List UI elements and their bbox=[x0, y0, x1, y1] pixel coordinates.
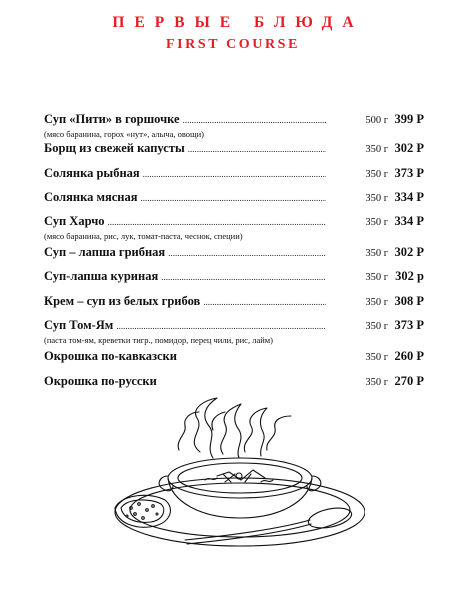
dish-name: Окрошка по-русски bbox=[44, 374, 157, 388]
leader-dots bbox=[161, 272, 326, 282]
dish-weight: 350 г bbox=[365, 169, 388, 180]
dish-price: 302 р bbox=[395, 269, 424, 283]
dish-name: Суп Том-Ям bbox=[44, 318, 114, 332]
dish-name: Солянка рыбная bbox=[44, 166, 140, 180]
dish-weight: 350 г bbox=[365, 297, 388, 308]
page-title-en: FIRST COURSE bbox=[165, 37, 301, 52]
dish-price: 270 Р bbox=[394, 374, 424, 388]
dish-name: Окрошка по-кавказски bbox=[44, 349, 177, 363]
dish-name: Суп «Пити» в горшочке bbox=[44, 112, 180, 126]
menu-item-kharcho bbox=[44, 214, 424, 241]
dish-weight: 500 г bbox=[365, 115, 388, 126]
dish-weight: 350 г bbox=[365, 272, 388, 283]
dish-name: Солянка мясная bbox=[44, 190, 138, 204]
dish-price: 334 Р bbox=[394, 214, 424, 228]
dish-name: Суп-лапша куриная bbox=[44, 269, 159, 283]
menu-item-noodle-mushroom bbox=[44, 245, 424, 261]
dish-price: 302 Р bbox=[394, 141, 424, 155]
leader-dots bbox=[143, 169, 326, 179]
leader-dots bbox=[188, 144, 326, 154]
menu-item-okroshka-russian bbox=[44, 374, 424, 390]
page-title-ru: ПЕРВЫЕ БЛЮДА bbox=[112, 14, 364, 31]
menu-item-okroshka-caucasian bbox=[44, 349, 424, 365]
menu-item-piti bbox=[44, 112, 424, 139]
menu-item-solyanka-meat bbox=[44, 190, 424, 206]
leader-dots bbox=[108, 217, 326, 227]
dish-name: Борщ из свежей капусты bbox=[44, 141, 185, 155]
dish-price: 302 Р bbox=[394, 245, 424, 259]
dish-weight: 350 г bbox=[365, 321, 388, 332]
dish-price: 399 Р bbox=[394, 112, 424, 126]
leader-dots bbox=[203, 297, 326, 307]
dish-name: Суп Харчо bbox=[44, 214, 105, 228]
dish-price: 308 Р bbox=[394, 294, 424, 308]
dish-weight: 350 г bbox=[365, 352, 388, 363]
soup-bowl-icon bbox=[105, 390, 365, 565]
dish-weight: 350 г bbox=[365, 248, 388, 259]
menu-item-cream-soup bbox=[44, 294, 424, 310]
menu-item-solyanka-fish bbox=[44, 166, 424, 182]
leader-dots bbox=[168, 248, 326, 258]
dish-description: (паста том-ям, креветки тигр., помидор, перец чили, рис, лайм) bbox=[44, 335, 273, 345]
leader-dots bbox=[116, 321, 326, 331]
menu-item-noodle-chicken bbox=[44, 269, 424, 285]
dish-description: (мясо баранина, горох «нут», алыча, овощи) bbox=[44, 129, 204, 139]
dish-weight: 350 г bbox=[365, 144, 388, 155]
dish-price: 373 Р bbox=[394, 318, 424, 332]
dish-price: 260 Р bbox=[394, 349, 424, 363]
dish-description: (мясо баранина, рис, лук, томат-паста, чеснок, специи) bbox=[44, 231, 243, 241]
dish-weight: 350 г bbox=[365, 217, 388, 228]
dish-weight: 350 г bbox=[365, 377, 388, 388]
menu-item-borsch bbox=[44, 141, 424, 157]
dish-name: Крем – суп из белых грибов bbox=[44, 294, 201, 308]
leader-dots bbox=[141, 193, 326, 203]
dish-name: Суп – лапша грибная bbox=[44, 245, 166, 259]
dish-price: 373 Р bbox=[394, 166, 424, 180]
leader-dots bbox=[183, 115, 326, 125]
menu-item-tom-yam bbox=[44, 318, 424, 345]
dish-weight: 350 г bbox=[365, 193, 388, 204]
dish-price: 334 Р bbox=[394, 190, 424, 204]
